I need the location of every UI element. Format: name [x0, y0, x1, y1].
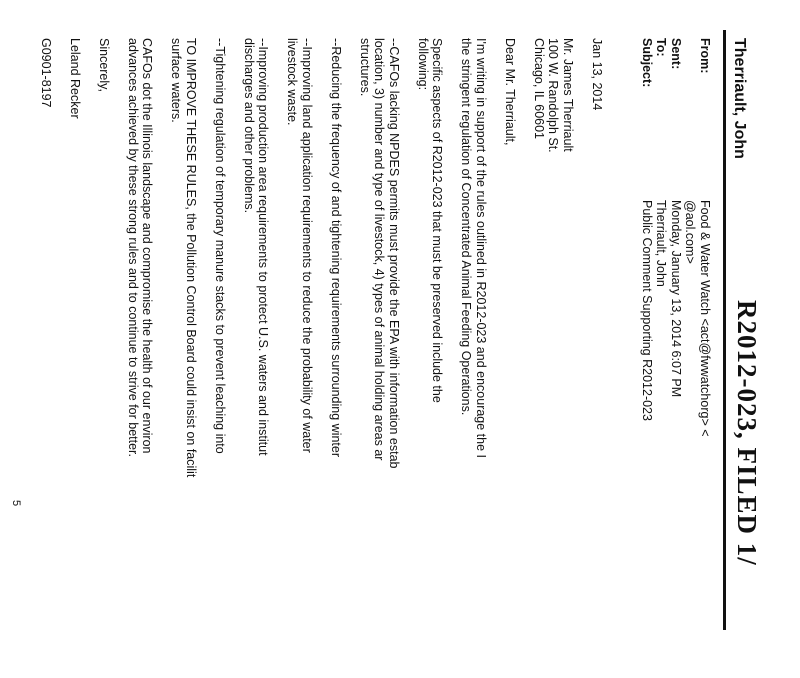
header-value: @aol.com> — [683, 200, 698, 264]
intro-line: I'm writing in support of the rules outlined in R2012-023 and encourage the I — [474, 38, 488, 459]
header-value: Public Comment Supporting R2012-023 — [640, 200, 654, 421]
header-row-to — [654, 38, 669, 638]
header-label: Subject: — [640, 38, 654, 88]
header-row-from — [698, 38, 713, 638]
header-label: From: — [698, 38, 712, 74]
header-row-from-cont — [683, 38, 698, 638]
list-item-line: --CAFOs lacking NPDES permits must provide the EPA with information estab — [387, 38, 401, 469]
header-row-sent — [669, 38, 684, 638]
address-line: 100 W. Randolph St. — [546, 38, 561, 153]
document-code: G0901-8197 — [39, 38, 53, 108]
list-item-line: --Improving production area requirements to protect U.S. waters and institut — [256, 38, 271, 456]
sender-name: Therriault, John — [731, 38, 748, 159]
list-item-line: --Tightening regulation of temporary manure stacks to prevent leaching into — [213, 38, 227, 454]
letter-date: Jan 13, 2014 — [590, 38, 604, 111]
intro-line: the stringent regulation of Concentrated Animal Feeding Operations. — [459, 38, 474, 416]
closing-line: advances achieved by these strong rules and to continue to strive for better. — [126, 38, 140, 458]
list-item-line: --Improving land application requirements to reduce the probability of water — [300, 38, 314, 453]
header-row-subject — [640, 38, 655, 638]
closing-line: CAFOs dot the Illinois landscape and compromise the health of our environ — [140, 38, 155, 454]
header-label: To: — [654, 38, 669, 57]
salutation: Dear Mr. Therriault, — [503, 38, 517, 146]
list-item-line: livestock waste. — [285, 38, 300, 126]
header-label — [683, 38, 698, 200]
list-item-line: --Reducing the frequency of and tightening requirements surrounding winter — [329, 38, 343, 457]
header-label: Sent: — [669, 38, 683, 70]
header-value: Therriault, John — [654, 200, 669, 287]
closing-line: TO IMPROVE THESE RULES, the Pollution Control Board could insist on facilit — [184, 38, 198, 478]
aspects-intro-line: Specific aspects of R2012-023 that must be preserved include the — [430, 38, 445, 403]
email-headers — [640, 38, 713, 638]
header-divider — [723, 30, 726, 630]
list-item-line: location, 3) number and type of livestock, 4) types of animal holding areas ar — [372, 38, 387, 461]
page-number: 5 — [10, 500, 22, 507]
list-item-line: structures. — [358, 38, 372, 97]
closing-line: surface waters. — [169, 38, 184, 123]
address-line: Chicago, IL 60601 — [532, 38, 546, 140]
aspects-intro-line: following: — [416, 38, 430, 91]
filing-stamp: R2012-023, FILED 1/ — [732, 300, 762, 566]
list-item-line: discharges and other problems. — [242, 38, 256, 214]
header-value: Food & Water Watch <act@fwwatchorg> < — [698, 200, 712, 437]
address-line: Mr. James Therriault — [561, 38, 575, 152]
signoff: Sincerely, — [97, 38, 111, 92]
signer-name: Leland Recker — [68, 38, 82, 119]
header-value: Monday, January 13, 2014 6:07 PM — [669, 200, 683, 398]
letter-body — [24, 38, 604, 678]
